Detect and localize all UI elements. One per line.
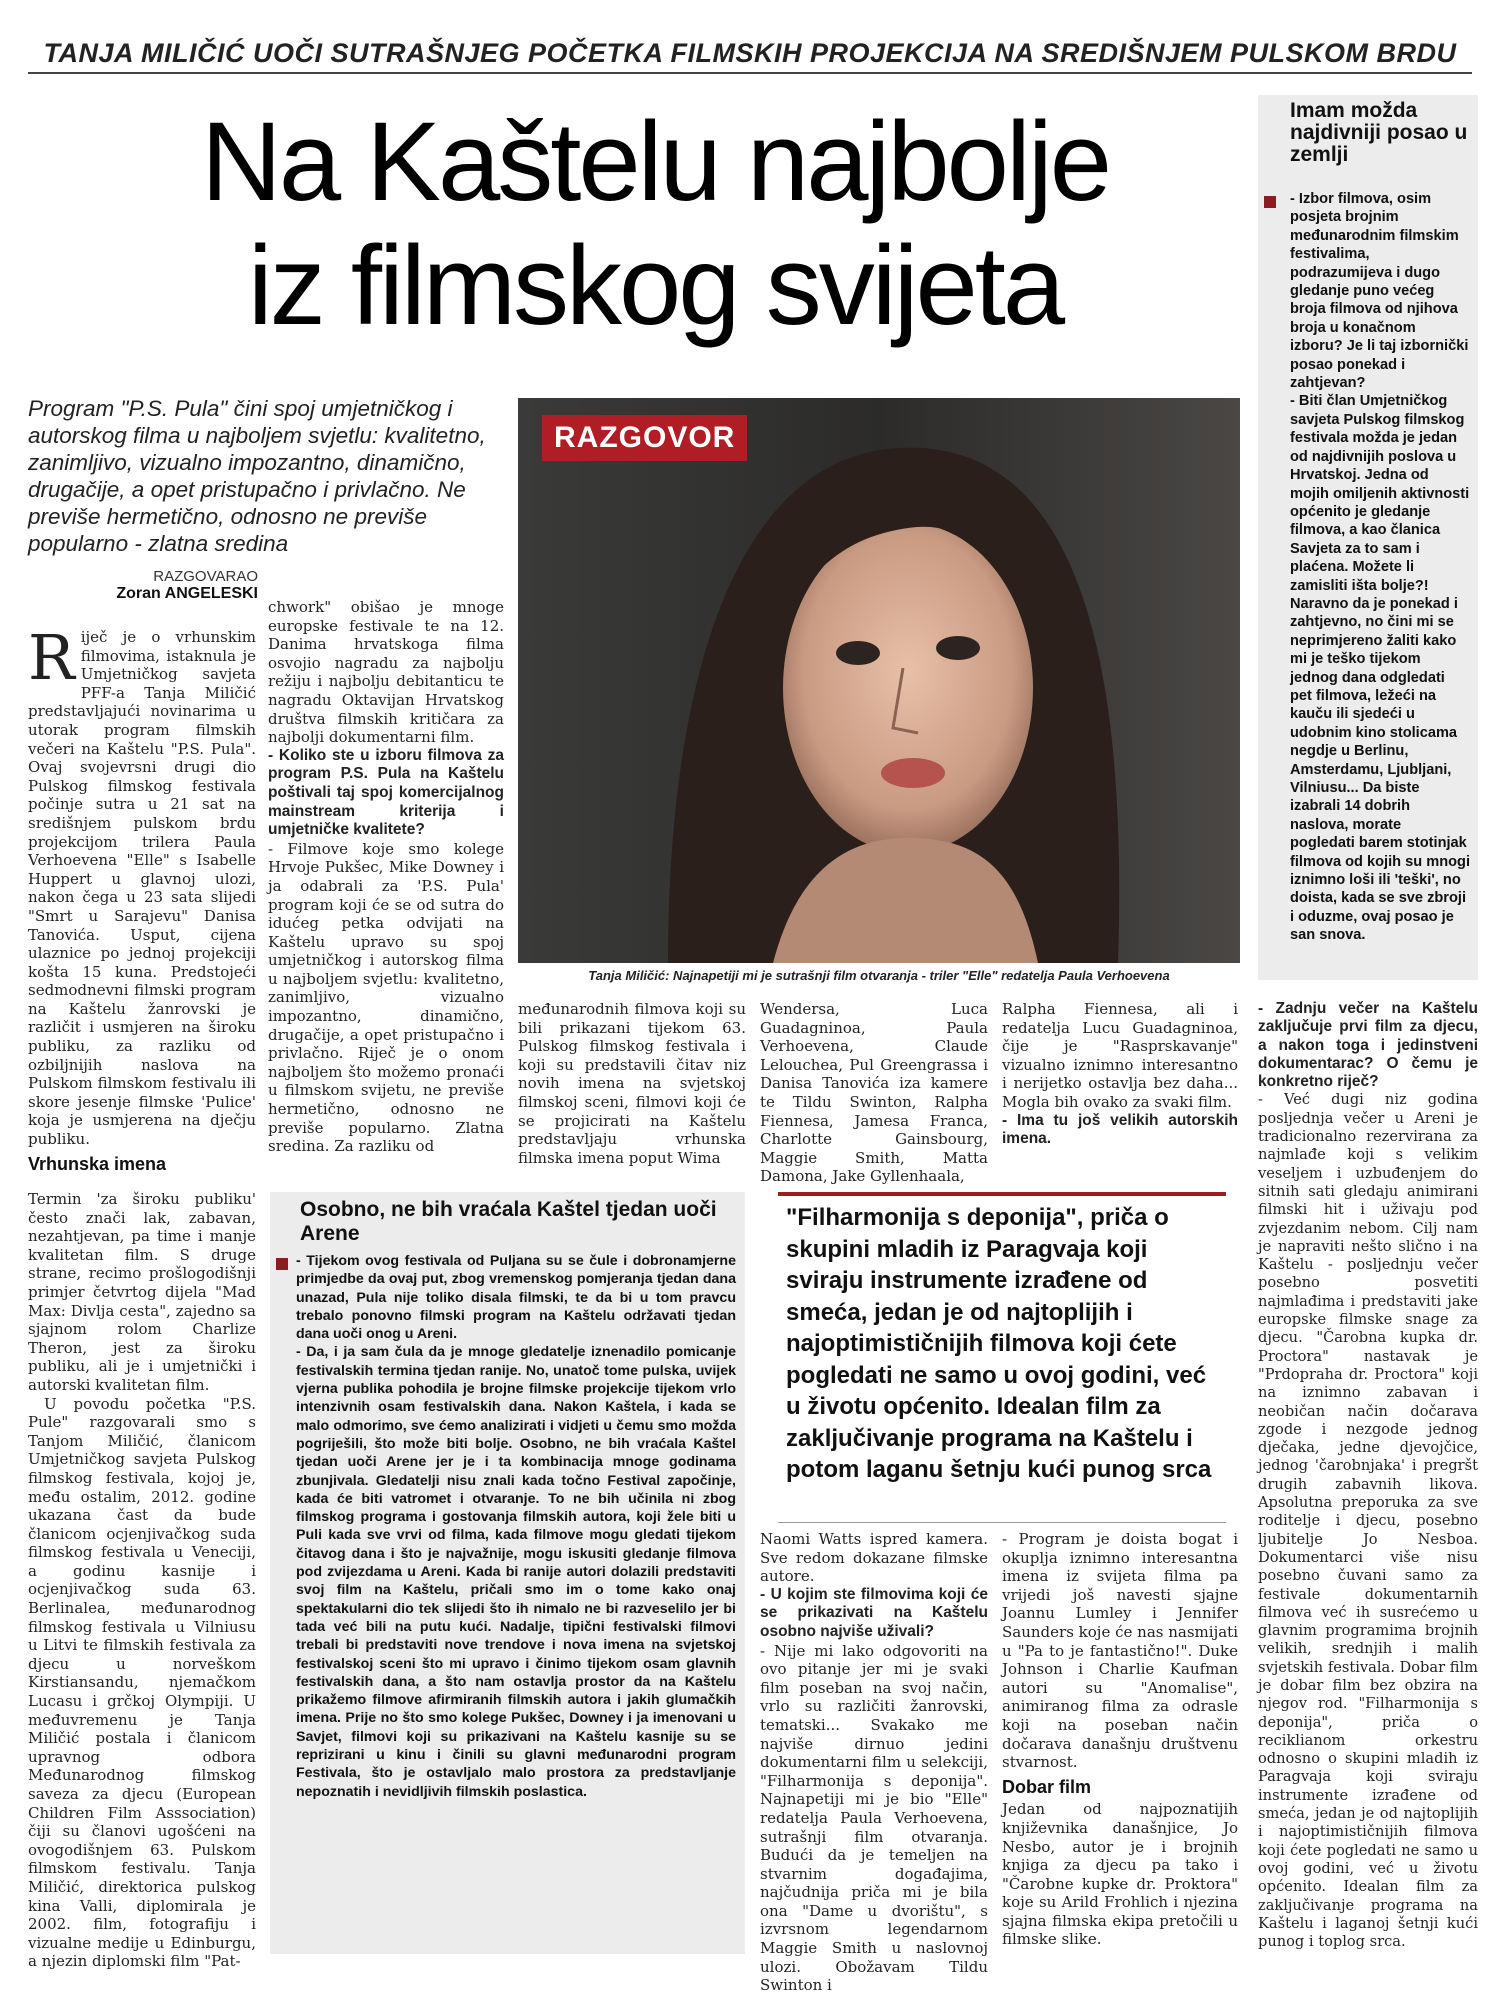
column-7 (760, 1530, 988, 1995)
col7-question-1: - U kojim ste filmovima koji će se prikazivati na Kaštelu osobno najviše uživali? (760, 1585, 988, 1640)
col7-paragraph-1: Naomi Watts ispred kamera. Sve redom dokazane filmske autore. (760, 1530, 988, 1586)
pullquote-rule (778, 1192, 1226, 1196)
col8-paragraph-2: Jedan od najpoznatijih književnika današnjice, Jo Nesbo, autor je i brojnih knjiga za djecu pa tako i "Čarobne kupke dr. Proktora" koje su Arild Frohlich i njezina sjajna filmska ekipa pretočili u filmske slike. (1002, 1800, 1238, 1949)
portrait-photo (518, 398, 1240, 963)
column-4 (760, 1000, 988, 1186)
headline (110, 100, 1200, 348)
inset-box-body (296, 1252, 736, 1801)
column-6 (1258, 1000, 1478, 1951)
column-8 (1002, 1530, 1238, 1949)
square-bullet-icon (1264, 196, 1276, 208)
sidebar-body (1290, 190, 1470, 945)
pullquote-rule-bottom (778, 1522, 1226, 1523)
col2-question-1: - Koliko ste u izboru filmova za program P.S. Pula na Kaštelu poštivali taj spoj komercijalnog mainstream kriterija i umjetničke kvalitete? (268, 746, 504, 839)
portrait-illustration (518, 398, 1240, 963)
square-bullet-icon (276, 1258, 288, 1270)
headline-line-2: iz filmskog svijeta (247, 223, 1063, 348)
column-2 (268, 598, 504, 1156)
col1-paragraph-3: U povodu početka "P.S. Pule" razgovarali smo s Tanjom Miličić, članicom Umjetničkog savjeta Pulskog filmskog festivala, kojoj je, među ostalim, 2012. godine ukazana čast da bude članicom ocjenjivačkog suda filmskog festivala u Veneciji, a godinu kasnije i ocjenjivačkog suda 63. Berlinalea, međunarodnog filmskog festivala u Vilniusu u Litvi te filmskih festivala za djecu u norveškom Kirstiansandu, njemačkom Lucasu i grčkoj Olympiji. U međuvremenu je Tanja Miličić postala i članicom upravnog odbora Međunarodnog filmskog saveza za djecu (European Children Film Asssociation) čiji su članovi ugošćeni na ovogodišnjem 63. Pulskom filmskom festivalu. Tanja Miličić, direktorica pulskog kina Valli, diplomirala je 2002. film, fotografiju i vizualne medije u Edinburgu, a njezin diplomski film "Pat- (28, 1394, 256, 1971)
byline-name: Zoran ANGELESKI (116, 585, 258, 602)
col8-paragraph-1: - Program je doista bogat i okuplja iznimno interesantna imena iz svijeta filma pa vrijedi još navesti sjajne Joannu Lumley i Jennifer Saunders koje će nas nasmijati u "Pa to je fantastično!". Duke Johnson i Charlie Kaufman autori su "Anomalise", animiranog filma za odrasle koji na poseban način dočarava današnju društvenu stvarnost. (1002, 1530, 1238, 1772)
col6-question-1: - Zadnju večer na Kaštelu zaključuje prvi film za djecu, a nakon toga i jedinstveni dokumentarac? O čemu je konkretno riječ? (1258, 1000, 1478, 1091)
col2-paragraph-2: - Filmove koje smo kolege Hrvoje Pukšec, Mike Downey i ja odabrali za 'P.S. Pula' program koji će se od sutra do idućeg petka odvijati na Kaštelu upravo su spoj umjetničkog i autorskog filma u najboljem svjetlu: kvalitetno, zanimljivo, vizualno impozantno, dinamično, drugačije, a opet pristupačno i privlačno. Riječ je o onom najboljem što možemo pronaći u filmskom svijetu, ne previše hermetično, odnosno ne previše popularno. Zlatna sredina. Za razliku od (268, 839, 504, 1156)
inset-box-title: Osobno, ne bih vraćala Kaštel tjedan uoči Arene (300, 1198, 717, 1245)
column-5 (1002, 1000, 1238, 1149)
column-3 (518, 1000, 746, 1167)
pullquote: "Filharmonija s deponija", priča o skupini mladih iz Paragvaja koji sviraju instrumente izrađene od smeća, jedan je od najtoplijih i najoptimističnijih filmova koji ćete pogledati ne samo u ovoj godini, već u životu općenito. Idealan film za zaključivanje programa na Kaštelu i potom laganu šetnju kući punog srca (786, 1204, 1212, 1483)
sidebar-answer: - Biti član Umjetničkog savjeta Pulskog filmskog festivala možda je jedan od najdivnijih poslova u Hrvatskoj. Jedna od mojih omiljenih aktivnosti općenito je gledanje filmova, a kao članica Savjeta za to sam i plaćena. Možete li zamisliti išta bolje?! Naravno da je ponekad i zahtjevno, no čini mi se neprimjereno žaliti kako mi je teško tijekom jednog dana odgledati pet filmova, ležeći na kauču ili sjedeći u udobnim kino stolicama negdje u Berlinu, Amsterdamu, Ljubljani, Vilniusu... Da biste izabrali 14 dobrih naslova, morate pogledati barem stotinjak filmova od kojih su mnogi iznimno loši ili 'teški', no doista, kada se sve zbroji i oduzme, ovaj posao je san snova. (1290, 393, 1470, 944)
col7-paragraph-2: - Nije mi lako odgovoriti na ovo pitanje jer mi je svaki film poseban na svoj način, vrlo su različiti žanrovski, tematski... Svakako me najviše dirnuo jedini dokumentarni film u selekciji, "Filharmonija s deponija". Najnapetiji mi je bio "Elle" redatelja Paula Verhoevena, sutrašnji film otvaranja. Budući da je temeljen na stvarnim događajima, najčudnija priča mi je bila ona "Dame u dvorištu", s izvrsnom legendarnom Maggie Smith u naslovnoj ulozi. Obožavam Tildu Swinton i (760, 1641, 988, 1995)
inset-question: - Tijekom ovog festivala od Puljana su se čule i dobronamjerne primjedbe da ovaj put, zbog vremenskog pomjeranja tjedan dana unazad, Pula nije toliko disala filmski, te da bi u tom pravcu trebalo ponovno filmski program na Kaštelu održavati tjedan dana uoči onog u Areni. (296, 1253, 736, 1343)
col5-paragraph-1: Ralpha Fiennesa, ali i redatelja Lucu Guadagninoa, čije je "Rasprskavanje" vizualno iznimno interesantno i nerijetko ostavlja bez daha... Mogla bih ovako za svaki film. (1002, 1000, 1238, 1111)
subhead-dobar-film: Dobar film (1002, 1776, 1092, 1797)
byline (28, 568, 258, 603)
col2-paragraph-1: chwork" obišao je mnoge europske festivale te na 12. Danima hrvatskoga filma osvojio nagradu za najbolju režiju i najbolju debitanticu te nagradu Oktavijan Hrvatskog društva filmskih kritičara za najbolji dokumentarni film. (268, 598, 504, 747)
col5-question-1: - Ima tu još velikih autorskih imena. (1002, 1111, 1238, 1148)
sidebar-question: - Izbor filmova, osim posjeta brojnim međunarodnim filmskim festivalima, podrazumijeva i dugo gledanje puno većeg broja filmova od njihova broja u konačnom izboru? Je li taj izbornički posao ponekad i zahtjevan? (1290, 191, 1469, 392)
col1-paragraph-1: iječ je o vrhunskim filmovima, istaknula je Umjetničkog savjeta PFF-a Tanja Miličić predstavljajući novinarima u utorak program filmskih večeri na Kaštelu "P.S. Pula". Ovaj svojevrsni drugi dio Pulskog filmskog festivala počinje sutra u 21 sat na središnjem pulskom brdu projekcijom trilera Paula Verhoevena "Elle" s Isabelle Huppert u glavnoj ulozi, nakon čega u 23 sata slijedi "Smrt u Sarajevu" Danisa Tanovića. Usput, cijena ulaznice po jednoj projekciji košta 15 kuna. Predstojeći sedmodnevni filmski program na Kaštelu žanrovski je različit i usmjeren na široku publiku, za razliku od ozbiljnijih naslova na Pulskom filmskom festivalu ili skore jesenje filmske 'Pulice' koja je usmjerena na dječju publiku. (28, 628, 256, 1149)
section-tag: RAZGOVOR (542, 415, 747, 461)
sidebar-title: Imam možda najdivniji posao u zemlji (1290, 99, 1468, 166)
inset-answer: - Da, i ja sam čula da je mnoge gledatelje iznenadilo pomicanje festivalskih termina tjedan ranije. No, unatoč tome pulska, uvijek vjerna publika pohodila je brojne filmske projekcije tijekom vrlo intenzivnih osam festivalskih dana. Nakon Kaštela, i kada se malo odmorimo, sve ćemo analizirati i vidjeti u čemu smo možda pogriješili, što može biti bolje. Osobno, ne bih vraćala Kaštel tjedan uoči Arene jer je i ta kombinacija mnoge godinama zbunjivala. Gledatelji nisu znali kada točno Festival započinje, kada će biti vatromet i otvaranje. To ne bih učinila ni zbog filmskog programa i gostovanja filmskih autora, koji žele biti u Puli kada sve vrvi od filma, kada filmove mogu gledati tijekom čitavog dana i što je najvažnije, mogu iskusiti gledanje filmova pod zvijezdama u Areni. Kada bi ranije autori dolazili predstaviti svoj film na Kaštelu, pričali smo im o tome kako onaj spektakularni dio tek slijedi što ih nimalo ne bi razveselilo jer bi tada već bili na putu kući. Nadalje, tipični festivalski filmovi trebali bi predstaviti nove trendove i nova imena na svjetskoj festivalskoj sceni što mi upravo i činimo tijekom osam glavnih festivalskih dana, a što nam ostavlja prostor da na Kaštelu prikažemo filmove afirmiranih filmskih autora i jakih glumačkih imena. Prije no što smo kolege Pukšec, Downey i ja imenovani u Savjet, filmovi koji su prikazivani na Kaštelu kasnije su se reprizirani u kinu i činili su glavni međunarodni program Festivala, što je ostavljalo malo prostora za predstavljanje nepoznatih i nevidljivih filmskih poslastica. (296, 1344, 736, 1800)
kicker-rule (28, 72, 1472, 74)
kicker: TANJA MILIČIĆ UOČI SUTRAŠNJEG POČETKA FILMSKIH PROJEKCIJA NA SREDIŠNJEM PULSKOM BRDU (43, 38, 1457, 68)
subhead-vrhunska-imena: Vrhunska imena (28, 1153, 167, 1174)
col6-paragraph-1: - Već dugi niz godina posljednja večer u Areni je tradicionalno rezervirana za najmlađe koji s velikim veseljem i uzbuđenjem do sitnih sati gledaju animirani filmski hit i uživaju pod zvjezdanim nebom. Cilj nam je napraviti nešto slično i na Kaštelu - posljednju večer posebno posvetiti najmlađima i predstaviti jake europske filmske snage za djecu. "Čarobna kupka dr. Proctora" nastavak je "Prdopraha dr. Proctora" koji na iznimno zabavan i neobičan način dočarava zgode i nezgode jednog dječaka, jedne djevojčice, jednog 'čarobnjaka' i pregršt drugih zabavnih likova. Apsolutna preporuka za sve roditelje i djecu, posebno ljubitelje Jo Nesboa. Dokumentarci više nisu posebno čuvani samo za festivale dokumentarnih filmova već ih susrećemo u glavnim programima brojnih velikih, srednjih i malih svjetskih festivala. Dobar film je dobar film bez obzira na njegov rod. "Filharmonija s deponija", priča o reciklianom orkestru odnosno o skupini mladih iz Paragvaja koji sviraju instrumente izrađene od smeća, jedan je od najtoplijih i najoptimističnijih filmova koji ćete pogledati ne samo u ovoj godini, već u životu općenito. Idealan film za zaključivanje programa na Kaštelu i laganoj šetnji kući punog i toplog srca. (1258, 1091, 1478, 1951)
byline-role: RAZGOVARAO (153, 568, 258, 585)
photo-caption: Tanja Miličić: Najnapetiji mi je sutrašnji film otvaranja - triler "Elle" redatelja Paula Verhoevena (588, 968, 1170, 983)
col3-paragraph-1: međunarodnih filmova koji su bili prikazani tijekom 63. Pulskog filmskog festivala i koji su predstavili čitav niz novih imena na svjetskoj filmskoj sceni, filmovi koji će se projicirati na Kaštelu predstavljaju vrhunska filmska imena poput Wima (518, 1000, 746, 1167)
column-1-lower (28, 1190, 256, 1971)
column-1 (28, 621, 256, 1177)
headline-line-1: Na Kaštelu najbolje (200, 99, 1110, 224)
drop-cap: R (28, 621, 75, 694)
col1-paragraph-2: Termin 'za široku publiku' često znači lak, zabavan, nezahtjevan, pa time i manje kvalitetan film. S druge strane, recimo prošlogodišnji primjer četvrtog dijela "Mad Max: Divlja cesta", zajedno sa sjajnom rolom Charlize Theron, jest za široku publiku, ali je i umjetnički i autorski kvalitetan film. (28, 1190, 256, 1394)
col4-paragraph-1: Wendersa, Luca Guadagninoa, Paula Verhoevena, Claude Lelouchea, Pul Greengrassa i Danisa Tanovića iza kamere te Tildu Swinton, Ralpha Fiennesa, Jamesa Franca, Charlotte Gainsbourg, Maggie Smith, Matta Damona, Jake Gyllenhaala, (760, 1000, 988, 1186)
lead-paragraph: Program "P.S. Pula" čini spoj umjetničkog i autorskog filma u najboljem svjetlu: kvalitetno, zanimljivo, vizualno impozantno, dinamično, drugačije, a opet pristupačno i privlačno. Ne previše hermetično, odnosno ne previše popularno - zlatna sredina (28, 396, 486, 556)
